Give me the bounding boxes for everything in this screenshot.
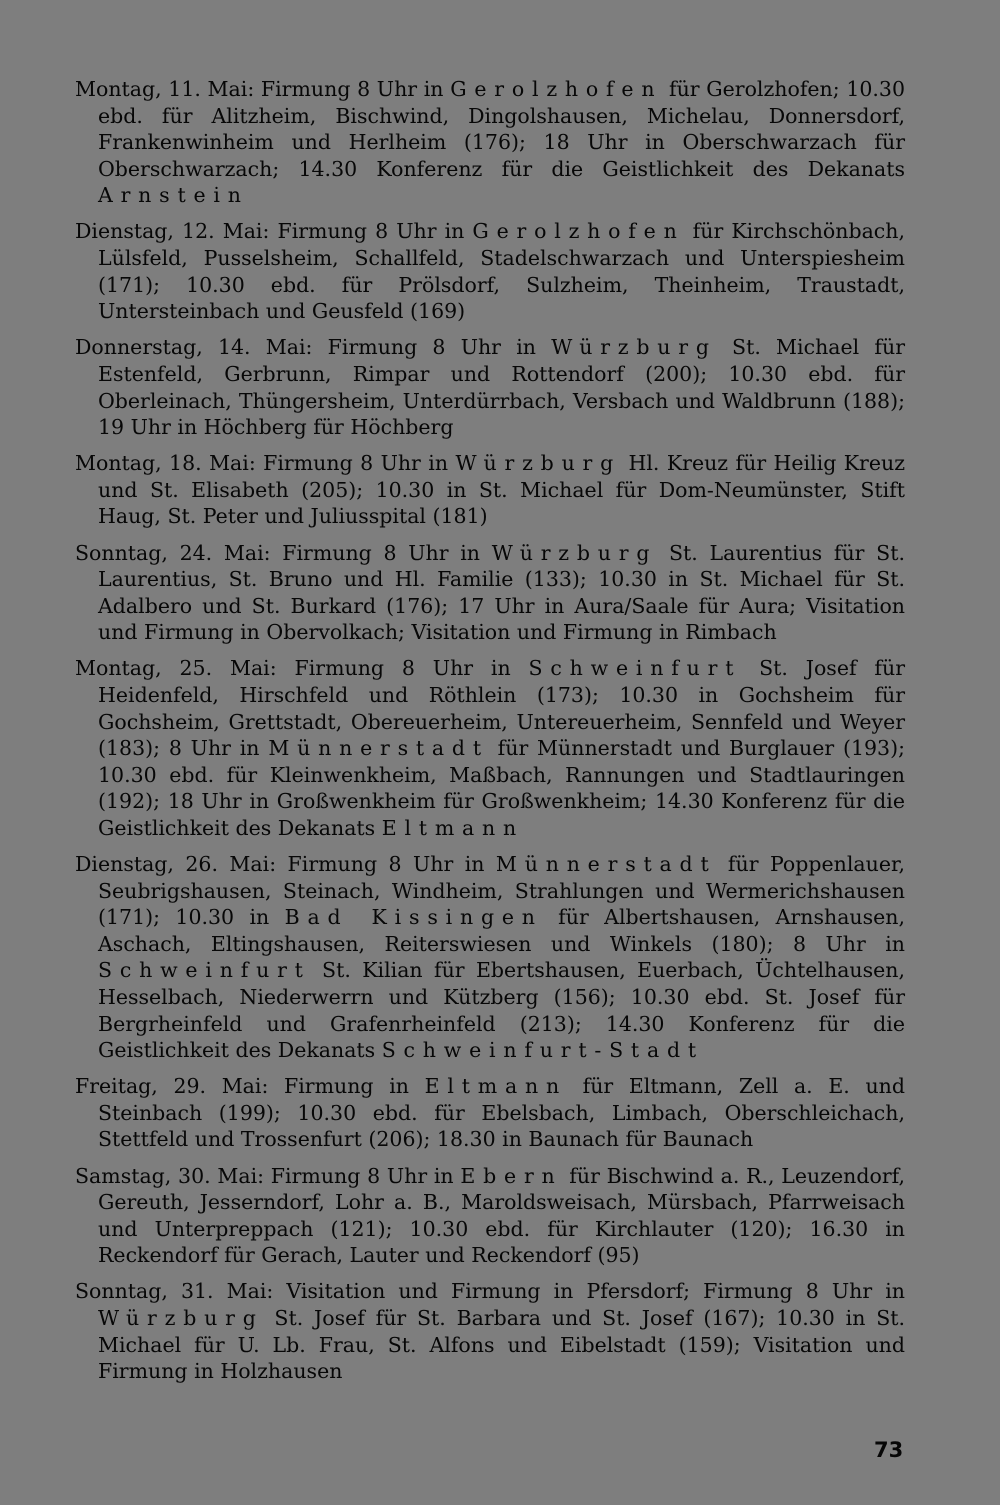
entry-text: Samstag, 30. Mai: Firmung 8 Uhr in [75, 1163, 461, 1188]
entry-text: für Eltmann, Zell a. E. und Steinbach (199); 10.30 ebd. für Ebelsbach, Limbach, Oberschleichach, Stettfeld und Trossenfurt (206); 18.30 in Baunach für Baunach [98, 1074, 905, 1152]
entry-text: Donnerstag, 14. Mai: Firmung 8 Uhr in [75, 335, 552, 360]
schedule-entry [75, 851, 905, 1064]
entry-text: für Poppenlauer, Seubrigshausen, Steinach, Windheim, Strahlungen und Wermerichshausen (171); 10.30 in [98, 852, 906, 930]
place-name: Schweinfurt [528, 656, 742, 681]
entry-text: St. Josef für St. Barbara und St. Josef (167); 10.30 in St. Michael für U. Lb. Frau, St. Alfons und Eibelstadt (159); Visitation und Firmung in Holzhausen [98, 1306, 905, 1384]
place-name: Eltmann [424, 1074, 567, 1099]
place-name: Münnerstadt [268, 736, 489, 761]
schedule-entry [75, 1163, 905, 1269]
place-name: Gerolzhofen [450, 77, 663, 101]
schedule-entry [75, 1278, 905, 1384]
entry-text: für Kirchschönbach, Lülsfeld, Pusselsheim, Schallfeld, Stadelschwarzach und Unterspiesheim (171); 10.30 ebd. für Prölsdorf, Sulzheim, Theinheim, Traustadt, Untersteinbach und Geusfeld (169) [98, 219, 905, 324]
schedule-entry [75, 1073, 905, 1153]
schedule-entry [75, 334, 905, 440]
entry-text: für Münnerstadt und Burglauer (193); 10.30 ebd. für Kleinwenkheim, Maßbach, Rannungen und Stadtlauringen (192); 18 Uhr in Großwenkheim für Großwenkheim; 14.30 Konferenz für die Geistlichkeit des Dekanats [98, 736, 905, 840]
place-name: Schweinfurt [98, 958, 311, 983]
entry-text: St. Josef für Heidenfeld, Hirschfeld und Röthlein (173); 10.30 in Gochsheim für Gochsheim, Grettstadt, Obereuerheim, Untereuerheim, Sennfeld und Weyer (183); 8 Uhr in [98, 656, 905, 761]
place-name: Bad Kissingen [284, 905, 543, 930]
entry-text: für Albertshausen, Arnshausen, Aschach, Eltingshausen, Reiterswiesen und Winkels (180); 8 Uhr in [98, 905, 906, 956]
entry-text: St. Michael für Estenfeld, Gerbrunn, Rimpar und Rottendorf (200); 10.30 ebd. für Oberleinach, Thüngersheim, Unterdürrbach, Versbach und Waldbrunn (188); 19 Uhr in Höchberg für Höchberg [98, 335, 905, 440]
place-name: Gerolzhofen [472, 219, 685, 244]
entry-text: Sonntag, 24. Mai: Firmung 8 Uhr in [75, 540, 492, 565]
place-name: Würzburg [551, 335, 717, 360]
entry-text: Dienstag, 26. Mai: Firmung 8 Uhr in [75, 852, 496, 877]
entry-text: für Gerolzhofen; 10.30 ebd. für Alitzheim, Bischwind, Dingolshausen, Michelau, Donnersdorf, Frankenwinheim und Herlheim (176); 18 Uhr in Oberschwarzach für Oberschwarzach; 14.30 Konferenz für die Geistlichkeit des Dekanats [98, 77, 906, 181]
place-name: Münnerstadt [495, 852, 717, 877]
schedule-entries [75, 76, 905, 1394]
entry-text: St. Kilian für Ebertshausen, Euerbach, Üchtelhausen, Hesselbach, Niederwerrn und Kützberg (156); 10.30 ebd. St. Josef für Bergrheinfeld und Grafenrheinfeld (213); 14.30 Konferenz für die Geistlichkeit des Dekanats [98, 958, 905, 1063]
schedule-entry [75, 540, 905, 646]
place-name: Würzburg [98, 1306, 264, 1331]
place-name: Schweinfurt-Stadt [381, 1038, 704, 1063]
place-name: Arnstein [98, 183, 249, 208]
place-name: Würzburg [491, 540, 658, 565]
place-name: Eltmann [381, 815, 525, 840]
entry-text: Montag, 18. Mai: Firmung 8 Uhr in [75, 451, 456, 476]
entry-text: Freitag, 29. Mai: Firmung in [75, 1074, 425, 1099]
place-name: Ebern [460, 1163, 563, 1188]
entry-text: Hl. Kreuz für Heilig Kreuz und St. Elisabeth (205); 10.30 in St. Michael für Dom-Neumünster, Stift Haug, St. Peter und Juliusspital (181) [98, 451, 905, 529]
schedule-entry [75, 655, 905, 841]
entry-text: St. Laurentius für St. Laurentius, St. Bruno und Hl. Familie (133); 10.30 in St. Michael für St. Adalbero und St. Burkard (176); 17 Uhr in Aura/Saale für Aura; Visitation und Firmung in Obervolkach; Visitation und Firmung in Rimbach [98, 540, 905, 645]
entry-text: für Bischwind a. R., Leuzendorf, Gereuth, Jesserndorf, Lohr a. B., Maroldsweisach, Mürsbach, Pfarrweisach und Unterpreppach (121); 10.30 ebd. für Kirchlauter (120); 16.30 in Reckendorf für Gerach, Lauter und Reckendorf (95) [98, 1163, 905, 1268]
entry-text: Montag, 25. Mai: Firmung 8 Uhr in [75, 656, 529, 681]
schedule-entry [75, 76, 905, 209]
entry-text: Sonntag, 31. Mai: Visitation und Firmung in Pfersdorf; Firmung 8 Uhr in [75, 1279, 905, 1304]
place-name: Würzburg [455, 451, 622, 476]
entry-text: Dienstag, 12. Mai: Firmung 8 Uhr in [75, 219, 473, 244]
entry-text: Montag, 11. Mai: Firmung 8 Uhr in [75, 77, 451, 101]
schedule-entry [75, 218, 905, 324]
page-number: 73 [874, 1438, 904, 1462]
schedule-entry [75, 450, 905, 530]
